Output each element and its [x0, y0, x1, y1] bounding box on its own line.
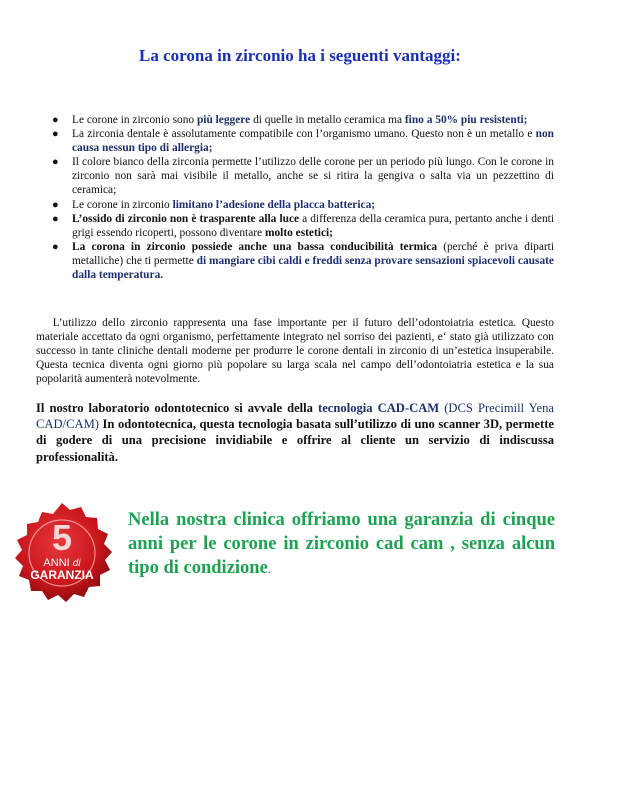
text-run: di mangiare cibi caldi e freddi senza provare sensazioni spiacevoli causate dalla temperatura.: [72, 254, 554, 282]
list-item: [52, 127, 554, 155]
bullet-icon: ●: [52, 114, 59, 126]
text-run: non causa nessun tipo di allergia;: [72, 128, 554, 155]
bullet-icon: ●: [52, 240, 59, 253]
text-run: (perché è priva diparti metalliche) che ti permette: [72, 240, 554, 267]
warranty-seal-icon: [4, 500, 120, 614]
warranty-end-text: .: [267, 562, 271, 576]
text-run: di quelle in metallo ceramica ma: [250, 114, 405, 126]
bullet-text: [72, 114, 527, 126]
bullet-text: [72, 128, 554, 154]
bullet-icon: ●: [52, 212, 59, 225]
text-run: Le corone in zirconio: [72, 198, 173, 211]
text-run: Le corone in zirconio sono: [72, 114, 197, 126]
text-run: La zirconia dentale è assolutamente compatibile con l’organismo umano. Questo non è un metallo e: [72, 128, 536, 141]
list-item: [52, 113, 554, 127]
bullet-icon: ●: [52, 198, 59, 211]
list-item: [52, 240, 554, 282]
bullet-text: [72, 156, 554, 196]
text-run: L’ossido di zirconio non è trasparente alla luce: [72, 212, 300, 225]
zirconia-paragraph-text: L’utilizzo dello zirconio rappresenta una fase importante per il futuro dell’odontoiatria estetica. Questo materiale accettato da ogni organismo, perfettamente integrato nel sorriso dei pazienti, e‘ stato già utilizzato con successo in tante cliniche dentali moderne per produrre le corone dentali in zirconio di un’estetica insuperabile. Questa tecnica diventa ogni giorno più popolare su larga scala nel campo dell’odontoiatria estetica e la sua popolarità aumenterà notevolmente.: [36, 317, 554, 386]
warranty-main-text: Nella nostra clinica offriamo una garanzia di cinque anni per le corone in zirconio cad cam , senza alcun tipo di condizione: [128, 510, 555, 578]
text-run: molto estetici;: [264, 226, 333, 239]
text-run: La corona in zirconio possiede anche una bassa conducibilità termica: [72, 240, 438, 253]
warranty-text: [128, 508, 555, 581]
laboratory-paragraph: [36, 400, 554, 465]
seal-number: 5: [51, 517, 73, 558]
cad-cam-text: tecnologia CAD-CAM: [318, 401, 440, 415]
lab-rest-text: In odontotecnica, questa tecnologia basata sull’utilizzo di uno scanner 3D, permette di godere di una precisione invidiabile e offrire al cliente un servizio di indiscussa professionalità.: [36, 417, 554, 464]
seal-di-word: di: [72, 558, 81, 569]
list-item: [52, 155, 554, 197]
text-run: limitano l’adesione della placca batterica;: [172, 198, 376, 211]
seal-guarantee-label: GARANZIA: [30, 568, 94, 582]
list-item: [52, 198, 554, 212]
machine-model-text: (DCS Precimill Yena CAD/CAM): [36, 401, 554, 432]
text-run: fino a 50% piu resistenti;: [404, 114, 528, 126]
bullet-text: [72, 213, 554, 239]
seal-years-word: ANNI: [43, 557, 70, 569]
text-run: a differenza della ceramica pura, pertanto anche i denti grigi essendo ricoperti, possono diventare: [72, 212, 554, 239]
lab-lead-text: Il nostro laboratorio odontotecnico si avvale della: [36, 401, 319, 415]
text-run: più leggere: [196, 114, 251, 126]
bullet-text: [72, 241, 554, 281]
bullet-text: [72, 199, 375, 211]
advantages-list: [52, 113, 554, 282]
page-title: La corona in zirconio ha i seguenti vantaggi:: [139, 46, 461, 65]
bullet-icon: ●: [52, 156, 59, 169]
bullet-icon: ●: [52, 128, 59, 141]
list-item: [52, 212, 554, 240]
zirconia-paragraph: [36, 316, 554, 386]
text-run: Il colore bianco della zirconia permette l’utilizzo delle corone per un periodo più lungo. Con le corone in zirconio non sarà mai visibile il metallo, anche se si ritira la gengiva o salta via un pezzettino di ceramica;: [72, 156, 554, 197]
